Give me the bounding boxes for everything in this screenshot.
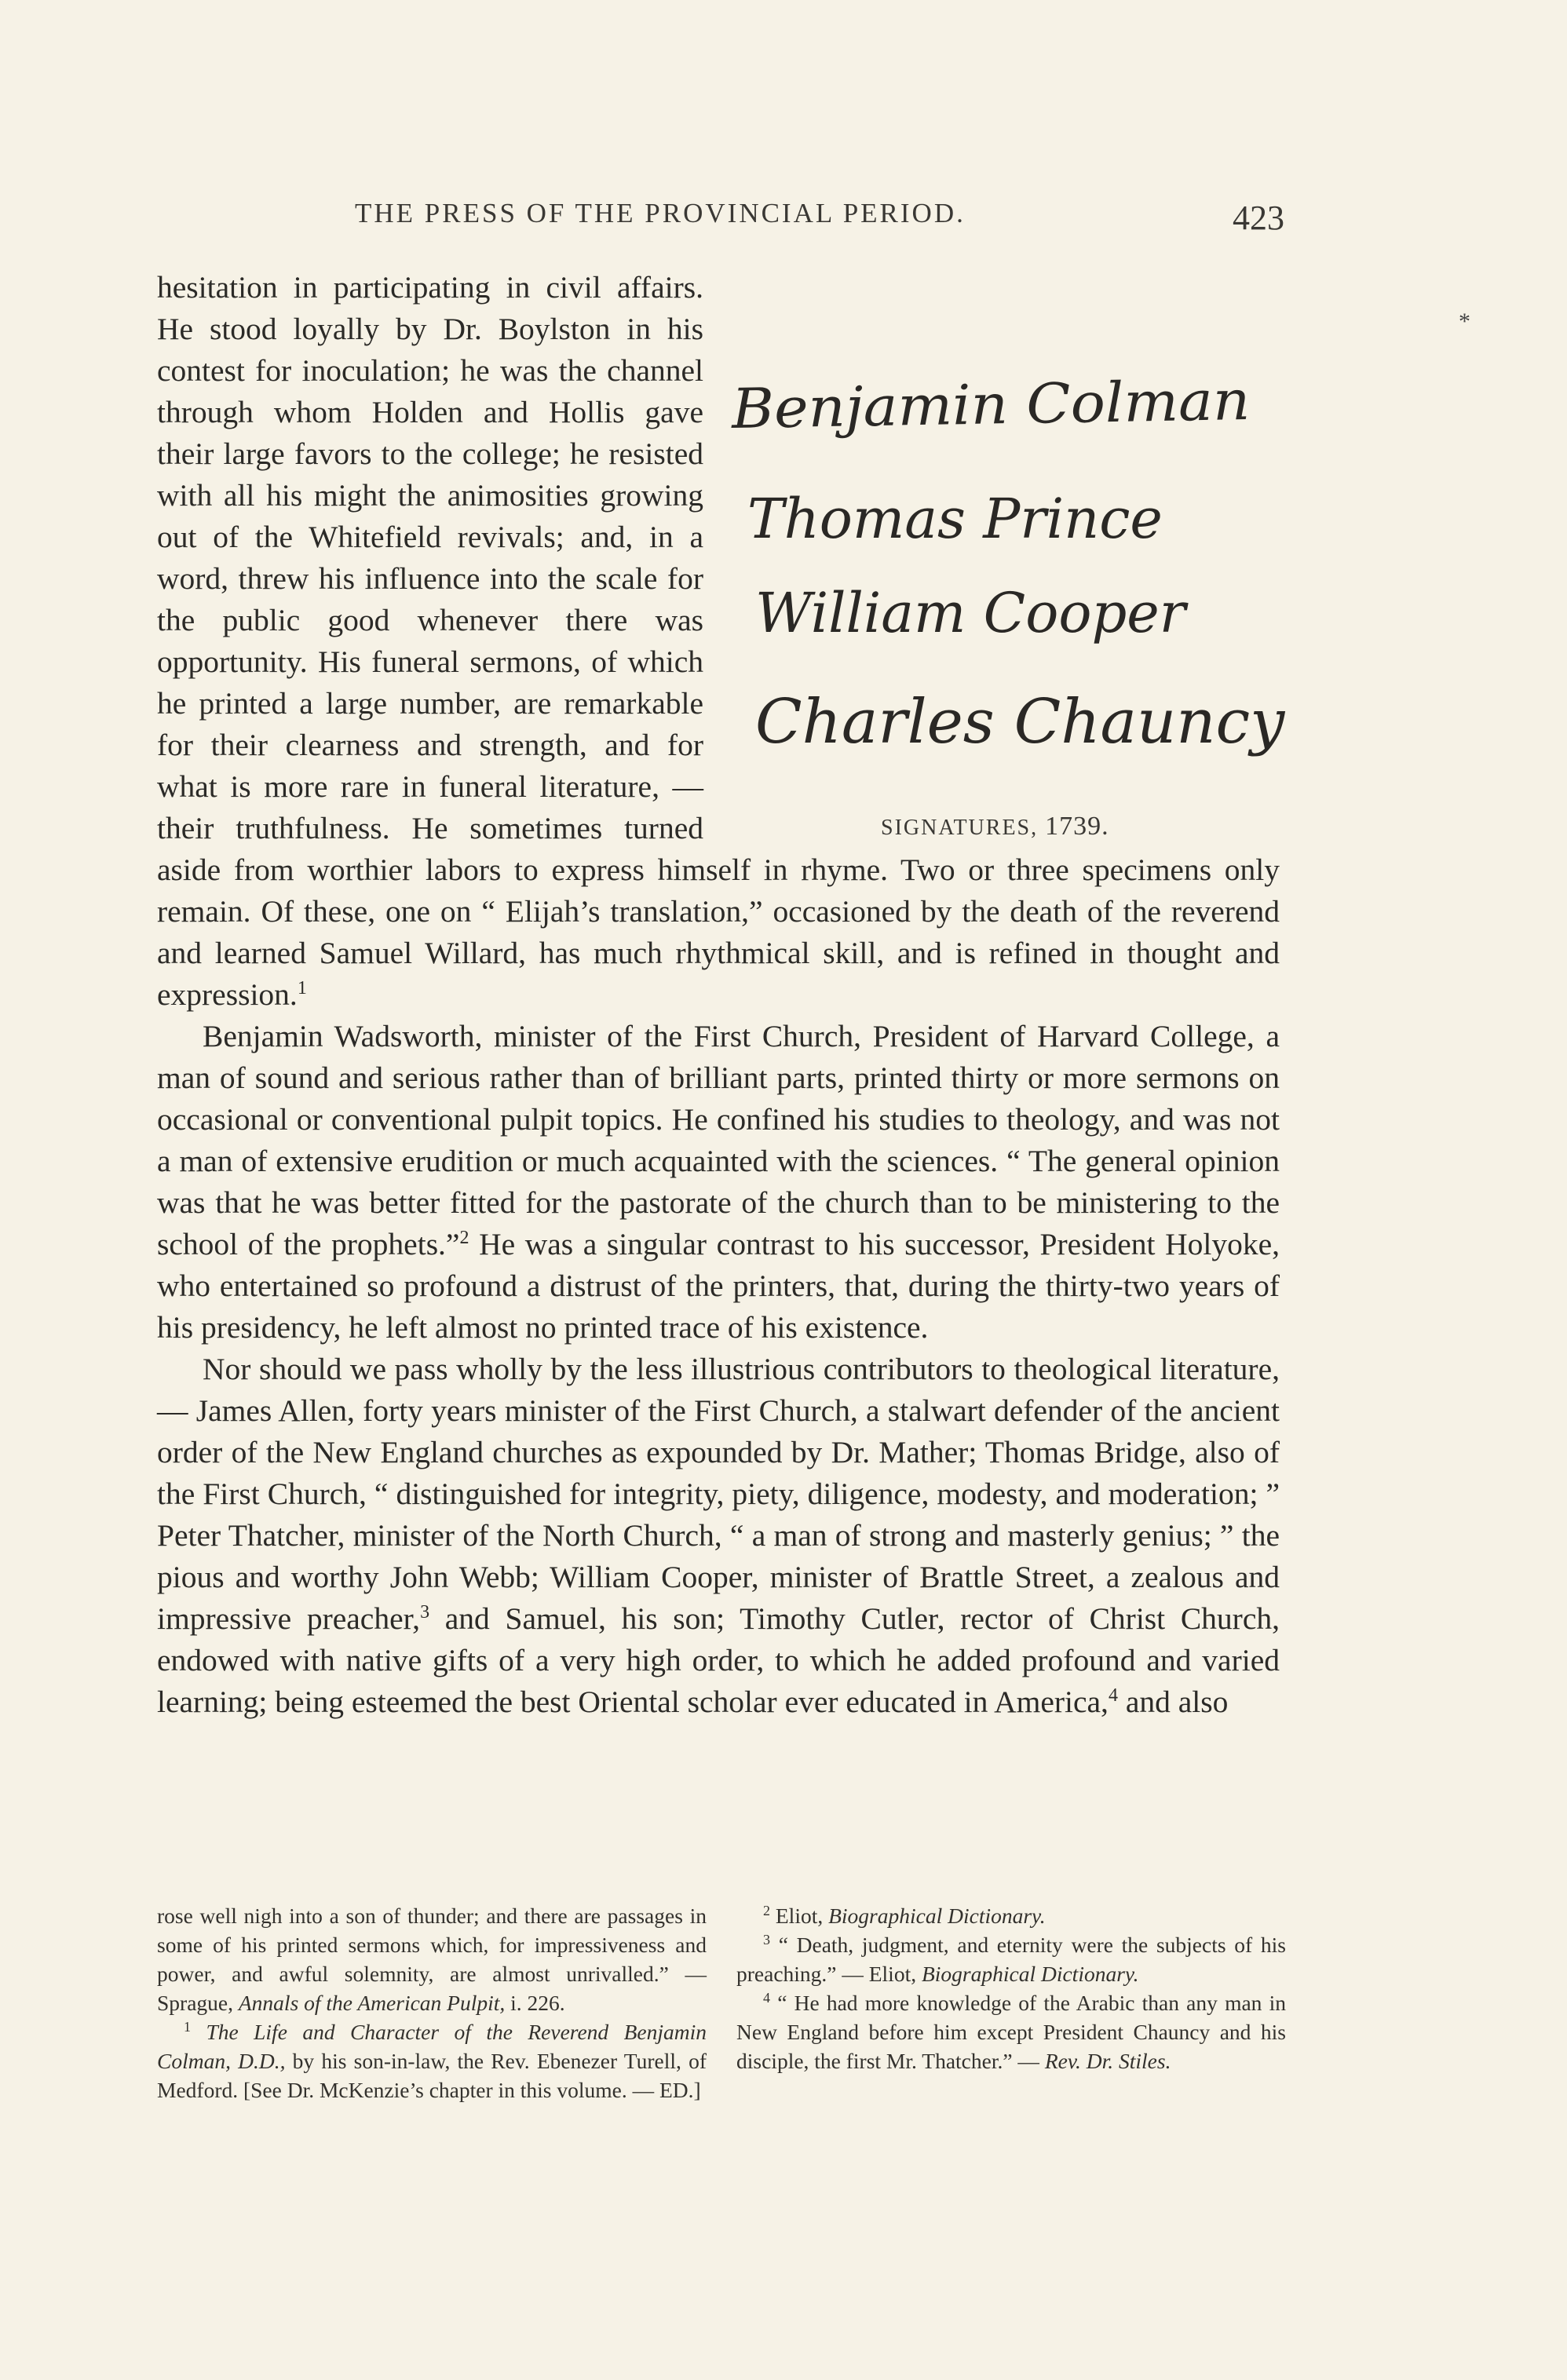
caption-label: SIGNATURES,: [881, 816, 1039, 840]
signature-benjamin-colman: Benjamin Colman: [731, 368, 1251, 441]
footnote-citation: The Life and Character of the Reverend Benjamin Colman, D.D.,: [157, 2020, 707, 2073]
footnote-citation: Biographical Dictionary.: [921, 1962, 1139, 1986]
signature-william-cooper: William Cooper: [755, 581, 1186, 645]
footnote-text: i. 226.: [505, 1991, 565, 2015]
paragraph-wadsworth: [157, 1016, 1280, 1349]
figure-wrap-space: [727, 267, 1280, 848]
paragraph-text: Benjamin Wadsworth, minister of the First Church, President of Harvard College, a man of sound and serious rather than of brilliant parts, printed thirty or more sermons on occasional or conventional pulpit topics. He confined his studies to theology, and was not a man of extensive erudition or much acquainted with the sciences. “ The general opinion was that he was better fitted for the pastorate of the church than to be ministering to the school of the prophets.”: [157, 1019, 1280, 1261]
footnote-citation: Annals of the American Pulpit,: [238, 1991, 506, 2015]
signature-thomas-prince: Thomas Prince: [747, 487, 1163, 551]
footnote-number: 3: [763, 1931, 770, 1947]
footnote-text: Eliot,: [770, 1904, 829, 1928]
footnote-ref: 2: [459, 1227, 469, 1248]
margin-mark: *: [1459, 308, 1470, 334]
paragraph-text: and also: [1117, 1685, 1229, 1719]
footnote-continuation: [157, 1901, 707, 2017]
footnote-number: 1: [184, 2018, 191, 2035]
paragraph-text: hesitation in participating in civil affairs. He stood loyally by Dr. Boylston in his contest for inoculation; he was the channel through whom Holden and Hollis gave their large favors to the college; he resisted with all his might the animosities growing out of the Whitefield revivals; and, in a word, threw his influence into the scale for the public good whenever there was opportunity. His funeral sermons, of which he printed a large number, are remarkable for their clearness and strength, and for what is more rare in funeral literature, — their truthfulness. He sometimes turned aside from worthier labors to express himself in rhyme. Two or three specimens only remain. Of these, one on “ Elijah’s translation,” occasioned by the death of the reverend and learned Samuel Willard, has much rhythmical skill, and is refined in thought and expression.: [157, 270, 1280, 1012]
footnote-2: [736, 1901, 1286, 1930]
running-head: [157, 198, 1284, 237]
footnote-number: 4: [763, 1989, 770, 2006]
footnote-ref: 1: [297, 977, 307, 998]
footnote-citation: Biographical Dictionary.: [828, 1904, 1046, 1928]
footnotes-left-column: [157, 1901, 707, 2104]
footnote-3: [736, 1930, 1286, 1988]
footnote-text: “ He had more knowledge of the Arabic than any man in New England before him except President Chauncy and his disciple, the first Mr. Thatcher.” —: [736, 1991, 1286, 2073]
body-text: [157, 267, 1280, 1723]
caption-year: 1739.: [1045, 812, 1109, 841]
footnote-text: by his son-in-law, the Rev. Ebenezer Turell, of Medford. [See Dr. McKenzie’s chapter in this volume. — ED.]: [157, 2049, 707, 2102]
paragraph-text: Nor should we pass wholly by the less illustrious contributors to theological literature, — James Allen, forty years minister of the First Church, a stalwart defender of the ancient order of the New England churches as expounded by Dr. Mather; Thomas Bridge, also of the First Church, “ distinguished for integrity, piety, diligence, modesty, and moderation; ” Peter Thatcher, minister of the North Church, “ a man of strong and masterly genius; ” the pious and worthy John Webb; William Cooper, minister of Brattle Street, a zealous and impressive preacher,: [157, 1352, 1280, 1636]
footnote-1: [157, 2017, 707, 2104]
paragraph-text: He was a singular contrast to his successor, President Holyoke, who entertained so profound a distrust of the printers, that, during the thirty-two years of his presidency, he left almost no printed trace of his existence.: [157, 1227, 1280, 1345]
footnote-4: [736, 1988, 1286, 2075]
paragraph-text: and Samuel, his son; Timothy Cutler, rector of Christ Church, endowed with native gifts of a very high order, to which he added profound and varied learning; being esteemed the best Oriental scholar ever educated in America,: [157, 1601, 1280, 1719]
signature-charles-chauncy: Charles Chauncy: [755, 687, 1285, 757]
footnote-text: “ Death, judgment, and eternity were the subjects of his preaching.” — Eliot,: [736, 1933, 1286, 1986]
footnote-ref: 3: [420, 1601, 430, 1623]
page-number: 423: [1233, 199, 1284, 237]
footnotes: [157, 1901, 1284, 2184]
footnote-text: rose well nigh into a son of thunder; and there are passages in some of his printed sermons which, for impressiveness and power, and awful solemnity, are almost unrivalled.” — Sprague,: [157, 1904, 707, 2015]
paragraph-contributors: [157, 1349, 1280, 1723]
footnote-citation: Rev. Dr. Stiles.: [1044, 2049, 1171, 2073]
footnote-number: 2: [763, 1902, 770, 1918]
footnote-ref: 4: [1108, 1685, 1118, 1706]
footnotes-right-column: [736, 1901, 1286, 2075]
running-title: THE PRESS OF THE PROVINCIAL PERIOD.: [355, 198, 966, 228]
